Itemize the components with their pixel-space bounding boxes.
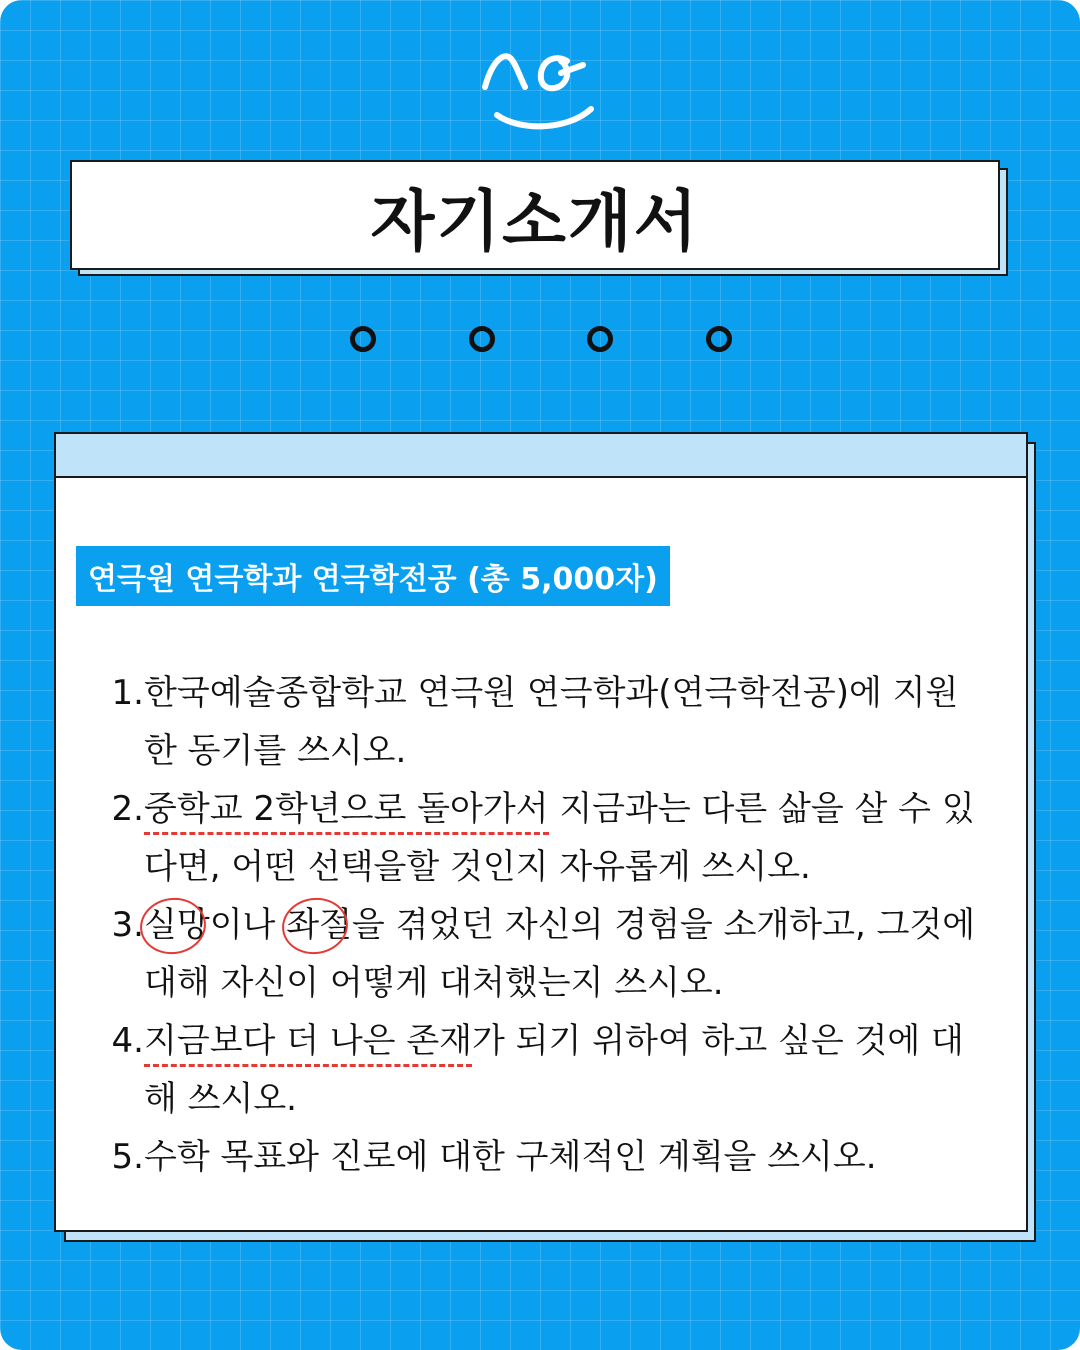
list-item xyxy=(100,896,1010,1012)
question-text: 지금보다 더 나은 존재가 되기 위하여 하고 싶은 것에 대 해 쓰시오. xyxy=(144,1021,964,1119)
list-item xyxy=(100,780,1010,896)
list-item xyxy=(100,664,1010,780)
question-list xyxy=(100,664,1010,1186)
question-text: 중학교 2학년으로 돌아가서 지금과는 다른 삶을 살 수 있 다면, 어떤 선택을할 것인지 자유롭게 쓰시오. xyxy=(144,789,975,887)
circle-icon xyxy=(706,326,732,352)
list-item xyxy=(100,1012,1010,1128)
circle-icon xyxy=(587,326,613,352)
title-box xyxy=(70,160,1000,270)
question-number: 3. xyxy=(111,905,144,945)
question-card xyxy=(54,432,1028,1232)
question-number: 4. xyxy=(111,1021,144,1061)
circle-icon xyxy=(469,326,495,352)
section-subtitle: 연극원 연극학과 연극학전공 (총 5,000자) xyxy=(76,546,670,606)
card-header-bar xyxy=(56,434,1026,478)
decorative-dots xyxy=(0,322,1080,362)
underlined-phrase: 지금보다 더 나은 존재 xyxy=(144,1021,472,1067)
circled-character: 실 xyxy=(144,896,177,954)
circled-character: 좌 xyxy=(286,896,319,954)
list-item xyxy=(100,1128,1010,1186)
page-title: 자기소개서 xyxy=(370,182,700,260)
smile-logo-icon xyxy=(475,35,605,135)
question-number: 2. xyxy=(111,789,144,829)
question-text: 실망이나 좌절을 겪었던 자신의 경험을 소개하고, 그것에 대해 자신이 어떻게 대처했는지 쓰시오. xyxy=(144,896,1010,1012)
question-number: 5. xyxy=(111,1137,144,1177)
question-number: 1. xyxy=(111,673,144,713)
underlined-phrase: 중학교 2학년으로 돌아가서 xyxy=(144,789,549,835)
question-text: 한국예술종합학교 연극원 연극학과(연극학전공)에 지원 한 동기를 쓰시오. xyxy=(144,673,959,771)
question-text: 수학 목표와 진로에 대한 구체적인 계획을 쓰시오. xyxy=(144,1137,877,1177)
circle-icon xyxy=(350,326,376,352)
